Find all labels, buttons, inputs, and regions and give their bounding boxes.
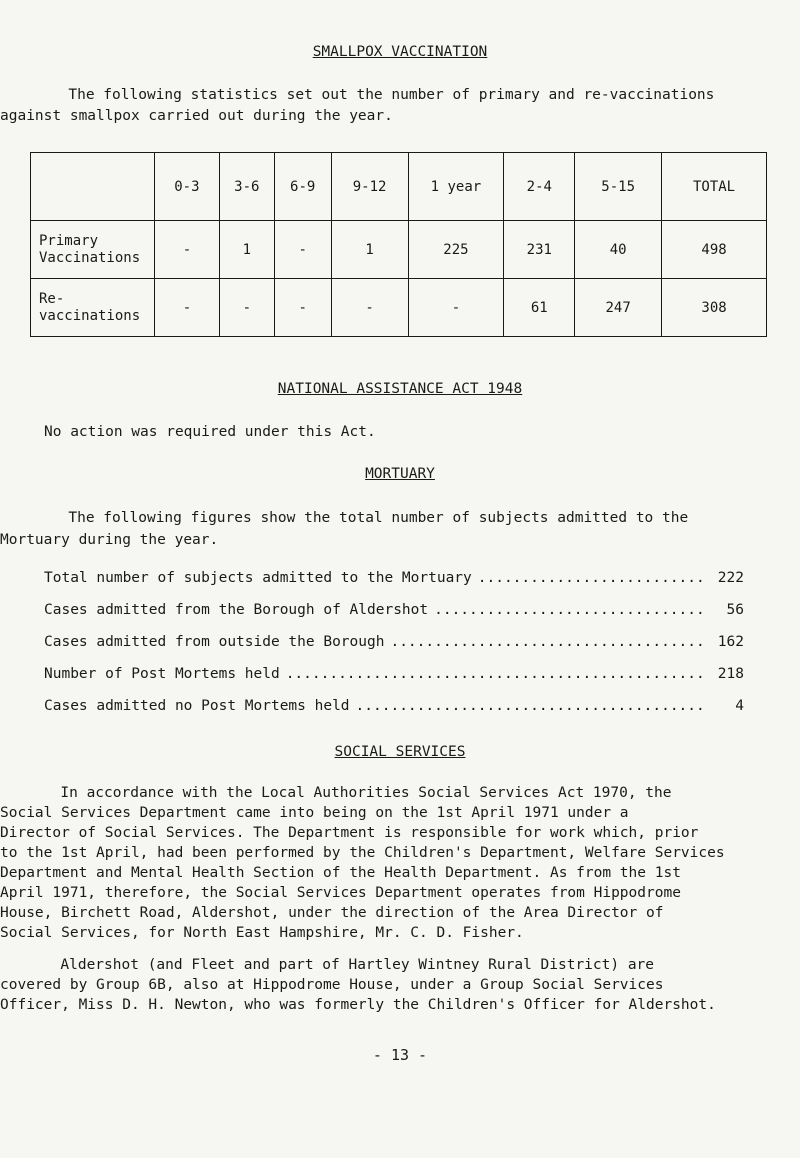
table-cell: - [154, 279, 219, 337]
mortuary-stat-value: 162 [717, 634, 744, 650]
paragraph-line: Aldershot (and Fleet and part of Hartley Wintney Rural District) are [8, 957, 655, 973]
dot-leader [356, 698, 702, 714]
table-row-primary [31, 221, 767, 279]
paragraph-line: covered by Group 6B, also at Hippodrome House, under a Group Social Services [0, 977, 664, 993]
paragraph-line: Director of Social Services. The Department is responsible for work which, prior [0, 825, 699, 841]
table-cell: 498 [662, 221, 767, 279]
paragraph-line: to the 1st April, had been performed by the Children's Department, Welfare Services [0, 845, 725, 861]
mortuary-stat-value: 222 [717, 570, 744, 586]
paragraph-line: Social Services, for North East Hampshire, Mr. C. D. Fisher. [0, 925, 524, 941]
mortuary-stat-label: Cases admitted from the Borough of Aldershot [44, 602, 429, 618]
paragraph-line: In accordance with the Local Authorities Social Services Act 1970, the [8, 785, 672, 801]
mortuary-stat-label: Total number of subjects admitted to the Mortuary [44, 570, 472, 586]
table-cell: 308 [662, 279, 767, 337]
smallpox-heading: SMALLPOX VACCINATION [312, 44, 488, 60]
table-cell: 61 [504, 279, 575, 337]
table-row-revaccination [31, 279, 767, 337]
table-cell: - [408, 279, 504, 337]
table-cell: 225 [408, 221, 504, 279]
social-services-heading: SOCIAL SERVICES [334, 744, 466, 760]
mortuary-stat-line [44, 666, 744, 688]
mortuary-stat-line [44, 570, 744, 592]
row-label: Re- vaccinations [31, 279, 155, 337]
dot-leader [286, 666, 702, 682]
dot-leader [390, 634, 702, 650]
table-header-cell: 5-15 [575, 153, 662, 221]
dot-leader [478, 570, 702, 586]
table-cell: 1 [219, 221, 274, 279]
paragraph-line: Officer, Miss D. H. Newton, who was formerly the Children's Officer for Aldershot. [0, 997, 716, 1013]
table-header-cell [31, 153, 155, 221]
table-cell: - [274, 279, 331, 337]
mortuary-stat-value: 218 [717, 666, 744, 682]
smallpox-intro-line-2: against smallpox carried out during the year. [0, 108, 393, 124]
vaccination-table [30, 152, 767, 337]
paragraph-line: House, Birchett Road, Aldershot, under the direction of the Area Director of [0, 905, 664, 921]
mortuary-stat-label: Cases admitted no Post Mortems held [44, 698, 350, 714]
paragraph-line: Social Services Department came into being on the 1st April 1971 under a [0, 805, 629, 821]
table-cell: - [154, 221, 219, 279]
table-header-cell: TOTAL [662, 153, 767, 221]
table-cell: 247 [575, 279, 662, 337]
table-header-cell: 2-4 [504, 153, 575, 221]
table-header-cell: 0-3 [154, 153, 219, 221]
mortuary-stat-line [44, 602, 744, 624]
page-number: - 13 - [372, 1046, 428, 1064]
table-cell: - [219, 279, 274, 337]
national-assistance-text: No action was required under this Act. [44, 424, 376, 440]
table-header-cell: 6-9 [274, 153, 331, 221]
mortuary-stat-line [44, 634, 744, 656]
table-header-cell: 1 year [408, 153, 504, 221]
mortuary-stat-label: Number of Post Mortems held [44, 666, 280, 682]
table-cell: - [331, 279, 408, 337]
paragraph-line: Department and Mental Health Section of the Health Department. As from the 1st [0, 865, 681, 881]
paragraph-line: April 1971, therefore, the Social Services Department operates from Hippodrome [0, 885, 681, 901]
table-cell: 1 [331, 221, 408, 279]
table-cell: 40 [575, 221, 662, 279]
smallpox-intro-line-1: The following statistics set out the number of primary and re-vaccinations [16, 87, 715, 103]
mortuary-intro-line-1: The following figures show the total number of subjects admitted to the [16, 510, 689, 526]
table-cell: 231 [504, 221, 575, 279]
mortuary-intro-line-2: Mortuary during the year. [0, 532, 219, 548]
row-label: Primary Vaccinations [31, 221, 155, 279]
mortuary-heading: MORTUARY [365, 466, 435, 482]
table-header-row [31, 153, 767, 221]
national-assistance-heading: NATIONAL ASSISTANCE ACT 1948 [277, 381, 523, 397]
table-header-cell: 3-6 [219, 153, 274, 221]
mortuary-stat-line [44, 698, 744, 720]
dot-leader [434, 602, 702, 618]
table-cell: - [274, 221, 331, 279]
mortuary-stat-value: 4 [735, 698, 744, 714]
mortuary-stat-value: 56 [726, 602, 744, 618]
table-header-cell: 9-12 [331, 153, 408, 221]
mortuary-stat-label: Cases admitted from outside the Borough [44, 634, 385, 650]
